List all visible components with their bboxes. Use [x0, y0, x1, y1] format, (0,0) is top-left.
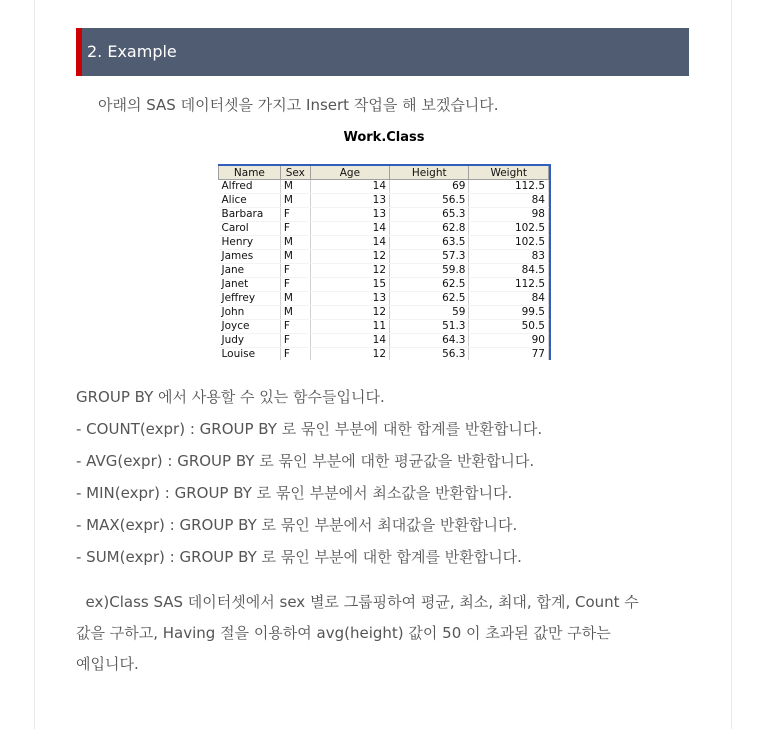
cell-age: 12: [310, 264, 389, 278]
cell-age: 14: [310, 334, 389, 348]
cell-age: 15: [310, 278, 389, 292]
cell-weight: 102.5: [469, 222, 549, 236]
function-item-max: - MAX(expr) : GROUP BY 로 묶인 부분에서 최대값을 반환합니다.: [76, 516, 518, 534]
cell-age: 13: [310, 208, 389, 222]
column-header-name: Name: [219, 166, 281, 180]
table-row: [219, 180, 549, 194]
cell-weight: 84.5: [469, 264, 549, 278]
cell-height: 62.5: [390, 292, 469, 306]
table-row: [219, 236, 549, 250]
table-body: [219, 180, 549, 361]
cell-weight: 77: [469, 348, 549, 361]
cell-name: Barbara: [219, 208, 281, 222]
cell-weight: 112.5: [469, 180, 549, 194]
cell-age: 14: [310, 222, 389, 236]
section-header: [76, 28, 689, 76]
sas-dataset-table: [218, 164, 551, 360]
cell-name: Alfred: [219, 180, 281, 194]
example-line-3: 예입니다.: [76, 655, 139, 673]
cell-name: Janet: [219, 278, 281, 292]
cell-sex: M: [280, 292, 310, 306]
cell-sex: F: [280, 278, 310, 292]
cell-height: 69: [390, 180, 469, 194]
cell-height: 57.3: [390, 250, 469, 264]
function-item-min: - MIN(expr) : GROUP BY 로 묶인 부분에서 최소값을 반환합니다.: [76, 484, 513, 502]
cell-weight: 102.5: [469, 236, 549, 250]
cell-weight: 83: [469, 250, 549, 264]
cell-weight: 90: [469, 334, 549, 348]
cell-weight: 50.5: [469, 320, 549, 334]
intro-text: 아래의 SAS 데이터셋을 가지고 Insert 작업을 해 보겠습니다.: [98, 96, 499, 114]
cell-sex: M: [280, 194, 310, 208]
cell-name: Alice: [219, 194, 281, 208]
table-header-row: [219, 166, 549, 180]
table-row: [219, 250, 549, 264]
cell-weight: 99.5: [469, 306, 549, 320]
table-row: [219, 194, 549, 208]
example-line-2: 값을 구하고, Having 절을 이용하여 avg(height) 값이 50 이 초과된 값만 구하는: [76, 624, 611, 642]
cell-height: 51.3: [390, 320, 469, 334]
table-caption: Work.Class: [343, 130, 425, 145]
cell-height: 59: [390, 306, 469, 320]
cell-age: 14: [310, 180, 389, 194]
cell-sex: F: [280, 208, 310, 222]
cell-name: James: [219, 250, 281, 264]
column-header-weight: Weight: [469, 166, 549, 180]
cell-weight: 98: [469, 208, 549, 222]
cell-height: 63.5: [390, 236, 469, 250]
functions-heading: GROUP BY 에서 사용할 수 있는 함수들입니다.: [76, 388, 385, 406]
table-row: [219, 348, 549, 361]
cell-age: 13: [310, 194, 389, 208]
cell-height: 62.8: [390, 222, 469, 236]
cell-age: 12: [310, 348, 389, 361]
cell-age: 11: [310, 320, 389, 334]
cell-height: 64.3: [390, 334, 469, 348]
cell-weight: 84: [469, 292, 549, 306]
function-item-count: - COUNT(expr) : GROUP BY 로 묶인 부분에 대한 합계를 반환합니다.: [76, 420, 543, 438]
column-header-height: Height: [390, 166, 469, 180]
cell-age: 12: [310, 250, 389, 264]
table-row: [219, 278, 549, 292]
cell-sex: M: [280, 306, 310, 320]
cell-height: 59.8: [390, 264, 469, 278]
cell-age: 13: [310, 292, 389, 306]
cell-sex: F: [280, 320, 310, 334]
cell-name: Jeffrey: [219, 292, 281, 306]
table-row: [219, 320, 549, 334]
function-item-sum: - SUM(expr) : GROUP BY 로 묶인 부분에 대한 합계를 반환합니다.: [76, 548, 522, 566]
section-title: 2. Example: [87, 42, 177, 61]
cell-name: Judy: [219, 334, 281, 348]
cell-sex: M: [280, 250, 310, 264]
column-header-age: Age: [310, 166, 389, 180]
cell-height: 65.3: [390, 208, 469, 222]
cell-sex: M: [280, 180, 310, 194]
sas-table: [218, 166, 549, 360]
table-row: [219, 292, 549, 306]
table-row: [219, 334, 549, 348]
cell-name: Jane: [219, 264, 281, 278]
function-item-avg: - AVG(expr) : GROUP BY 로 묶인 부분에 대한 평균값을 반환합니다.: [76, 452, 535, 470]
cell-sex: F: [280, 348, 310, 361]
cell-name: Carol: [219, 222, 281, 236]
cell-sex: F: [280, 222, 310, 236]
cell-name: Joyce: [219, 320, 281, 334]
cell-weight: 84: [469, 194, 549, 208]
cell-name: Henry: [219, 236, 281, 250]
table-row: [219, 222, 549, 236]
cell-name: John: [219, 306, 281, 320]
cell-height: 56.3: [390, 348, 469, 361]
cell-age: 14: [310, 236, 389, 250]
cell-height: 62.5: [390, 278, 469, 292]
cell-height: 56.5: [390, 194, 469, 208]
cell-weight: 112.5: [469, 278, 549, 292]
table-row: [219, 208, 549, 222]
cell-name: Louise: [219, 348, 281, 361]
cell-sex: M: [280, 236, 310, 250]
column-header-sex: Sex: [280, 166, 310, 180]
cell-sex: F: [280, 264, 310, 278]
example-line-1: ex)Class SAS 데이터셋에서 sex 별로 그룹핑하여 평균, 최소, 최대, 합계, Count 수: [76, 593, 639, 611]
table-row: [219, 264, 549, 278]
cell-age: 12: [310, 306, 389, 320]
cell-sex: F: [280, 334, 310, 348]
table-row: [219, 306, 549, 320]
